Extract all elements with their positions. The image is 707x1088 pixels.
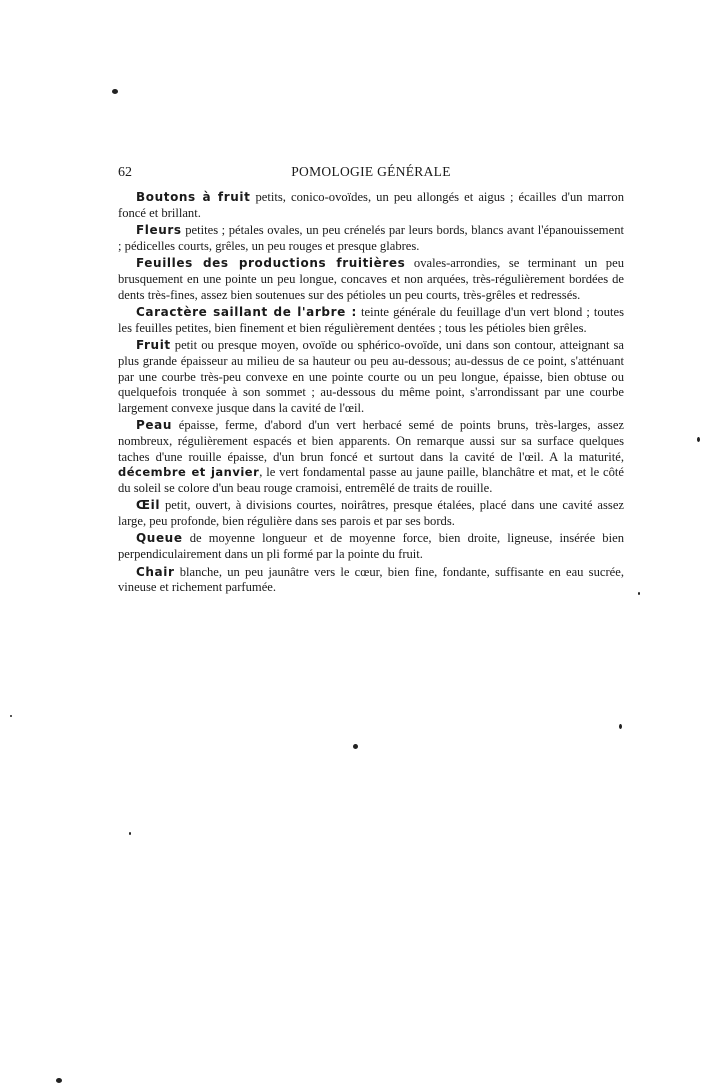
entry-text: teinte générale du feuillage d'un vert blond ; toutes les feuilles petites, bien finement et bien régulièrement dentées ; tous les pétioles bien grêles.	[118, 305, 625, 335]
entry-term: Chair	[136, 564, 175, 579]
entry-boutons	[118, 190, 624, 221]
entry-term: Caractère saillant de l'arbre :	[136, 305, 357, 320]
entry-term: Feuilles des productions fruitières	[136, 256, 406, 271]
entry-term: Queue	[136, 531, 183, 546]
entry-text: de moyenne longueur et de moyenne force, bien droite, ligneuse, insérée bien perpendiculairement dans un pli formé par la pointe du fruit.	[118, 531, 624, 562]
page-number: 62	[118, 165, 132, 180]
entry-text: petits, conico-ovoïdes, un peu allongés et aigus ; écailles d'un marron foncé et brillant.	[118, 190, 624, 220]
scan-speck	[697, 437, 700, 442]
entry-term: Fruit	[136, 338, 171, 353]
scan-speck	[112, 89, 118, 94]
entry-oeil	[118, 498, 624, 529]
entry-term: Fleurs	[136, 223, 182, 238]
entry-text: petites ; pétales ovales, un peu crénelés par leurs bords, blancs avant l'épanouissement ; pédicelles courts, grêles, un peu rouges et presque glabres.	[118, 223, 624, 253]
entry-queue	[118, 531, 624, 562]
scan-speck	[353, 744, 358, 749]
entry-caractere	[118, 305, 624, 336]
scan-speck	[10, 715, 12, 717]
page-header	[118, 162, 624, 182]
entry-term: Œil	[136, 498, 161, 513]
entry-text: petit ou presque moyen, ovoïde ou sphérico-ovoïde, uni dans son contour, atteignant sa plus grande épaisseur au milieu de sa hauteur ou peu au-dessous; au-dessus de ce point, s'atténuant par une courbe très-peu convexe en une pointe courte ou un peu longue, épaisse, bien obtuse ou quelquefois tronquée à son sommet ; au-dessous du même point, s'arrondissant par une courbe largement convexe jusque dans la cavité de l'œil.	[118, 338, 624, 415]
scan-speck	[129, 832, 131, 835]
ripening-period: décembre et janvier	[118, 465, 260, 480]
entry-text: blanche, un peu jaunâtre vers le cœur, bien fine, fondante, suffisante en eau sucrée, vineuse et richement parfumée.	[118, 564, 624, 595]
scan-speck	[56, 1078, 62, 1083]
entry-fruit	[118, 338, 624, 416]
running-title: POMOLOGIE GÉNÉRALE	[291, 164, 451, 179]
book-page	[118, 162, 624, 598]
entry-chair	[118, 565, 624, 596]
scan-speck	[638, 592, 640, 595]
entry-text: petit, ouvert, à divisions courtes, noirâtres, presque étalées, placé dans une cavité assez large, peu profonde, bien régulière dans ses parois et par ses bords.	[118, 498, 624, 528]
entry-term: Boutons à fruit	[136, 190, 251, 204]
entry-text: épaisse, ferme, d'abord d'un vert herbacé semé de points bruns, très-larges, assez nombreux, régulièrement espacés et bien apparents. On remarque aussi sur sa surface quelques taches d'une rouille épaisse, d'un brun foncé et surtout dans la cavité de l'œil. A la maturité,	[118, 418, 624, 464]
entry-fleurs	[118, 223, 624, 254]
entry-term: Peau	[136, 418, 172, 433]
entry-feuilles	[118, 256, 624, 303]
entry-text: ovales-arrondies, se terminant un peu brusquement en une pointe un peu longue, concaves et non arquées, très-régulièrement bordées de dents très-fines, assez bien soutenues sur des pétioles un peu courts, très-grêles et redressés.	[118, 256, 624, 302]
entry-peau	[118, 418, 624, 496]
scan-speck	[619, 724, 622, 729]
entry-text: , le vert fondamental passe au jaune paille, blanchâtre et mat, et le côté du soleil se colore d'un beau rouge cramoisi, entremêlé de traits de rouille.	[118, 465, 625, 495]
